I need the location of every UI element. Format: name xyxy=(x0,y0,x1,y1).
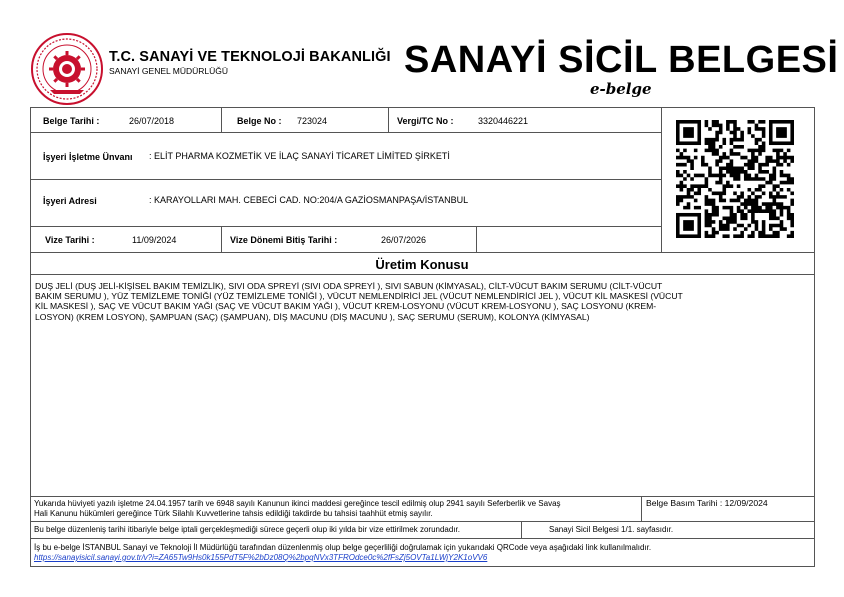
adres-value: : KARAYOLLARI MAH. CEBECİ CAD. NO:204/A GAZİOSMANPAŞA/İSTANBUL xyxy=(149,195,469,205)
production-line: KİL MASKESİ ), SAÇ VE VÜCUT BAKIM YAĞI (SAÇ VE VÜCUT BAKIM YAĞI ), VÜCUT KREM-LOSYONU (VÜCUT KREM-LOSYONU ), SAÇ LOSYONU (KREM- xyxy=(35,301,657,312)
legal-line: Hali Kanunu hükümleri gereğince Türk Silahlı Kuvvetlerine tahsis edildiği takdirde bu tahsisi taahhüt etmiş sayılır. xyxy=(34,508,433,518)
page-info: Sanayi Sicil Belgesi 1/1. sayfasıdır. xyxy=(549,525,674,534)
vize-tarihi-label: Vize Tarihi : xyxy=(45,235,95,245)
verify-text: İş bu e-belge İSTANBUL Sanayi ve Teknoloji İl Müdürlüğü tarafından düzenlenmiş olup belge geçerliliği doğrulamak için yukarıdaki QRCode veya aşağıdaki link kullanılmalıdır. xyxy=(34,543,652,552)
unvan-value: : ELİT PHARMA KOZMETİK VE İLAÇ SANAYİ TİCARET LİMİTED ŞİRKETİ xyxy=(149,151,450,161)
production-list xyxy=(35,281,811,322)
basim-tarihi: Belge Basım Tarihi : 12/09/2024 xyxy=(646,498,768,508)
legal-notice xyxy=(34,499,639,518)
qr-code[interactable] xyxy=(676,120,794,238)
production-line: LOSYON) (KREM LOSYON), ŞAMPUAN (SAÇ) (ŞAMPUAN), DİŞ MACUNU (DİŞ MACUNU ), SAÇ SERUMU (SERUM), KOLONYA (KİMYASAL) xyxy=(35,311,590,322)
vize-bitis-label: Vize Dönemi Bitiş Tarihi : xyxy=(230,235,338,245)
document-subtitle: e-belge xyxy=(590,80,652,98)
uretim-konusu-title: Üretim Konusu xyxy=(375,257,469,272)
belge-tarihi-value: 26/07/2018 xyxy=(129,116,175,126)
production-line: DUŞ JELİ (DUŞ JELİ-KİŞİSEL BAKIM TEMİZLİK), SIVI ODA SPREYİ (SIVI ODA SPREYİ ), SIVI SABUN (KİMYASAL), CİLT-VÜCUT BAKIM SERUMU (CİLT-VÜCUT xyxy=(35,281,663,291)
verify-link[interactable]: https://sanayisicil.sanayi.gov.tr/v?i=ZA65Tw9Hs0k155PdT5F%2bDz08Q%2bpqNVx3TFROdce0c%2fFsZj5OVTa1LWjY2K1oVV6 xyxy=(34,553,488,562)
vize-bitis-value: 26/07/2026 xyxy=(381,235,427,245)
belge-no-label: Belge No : xyxy=(237,116,282,126)
vize-tarihi-value: 11/09/2024 xyxy=(132,235,177,245)
vergi-no-value: 3320446221 xyxy=(478,116,529,126)
unvan-label: İşyeri İşletme Ünvanı xyxy=(43,152,133,162)
belge-no-value: 723024 xyxy=(297,116,328,126)
production-line: BAKIM SERUMU ), YÜZ TEMİZLEME TONİĞİ (YÜZ TEMİZLEME TONİĞİ ), VÜCUT NEMLENDİRİCİ JEL (VÜCUT NEMLENDİRİCİ JEL ), VÜCUT KİL MASKESİ (VÜCUT xyxy=(35,291,683,302)
ministry-seal-logo xyxy=(30,32,104,106)
validity-note: Bu belge düzenleniş tarihi itibariyle belge iptali gerçekleşmediği sürece geçerli olup iki yılda bir vize ettirilmek zorundadır. xyxy=(34,525,460,534)
document-title: SANAYİ SİCİL BELGESİ xyxy=(404,39,839,81)
adres-label: İşyeri Adresi xyxy=(43,196,97,206)
ministry-sub-name: SANAYİ GENEL MÜDÜRLÜĞÜ xyxy=(109,66,229,76)
belge-tarihi-label: Belge Tarihi : xyxy=(43,116,100,126)
vergi-no-label: Vergi/TC No : xyxy=(397,116,454,126)
legal-line: Yukarıda hüviyeti yazılı işletme 24.04.1957 tarih ve 6948 sayılı Kanunun ikinci maddesi gereğince tescil edilmiş olup 2941 sayılı Seferberlik ve Savaş xyxy=(34,499,561,508)
ministry-name: T.C. SANAYİ VE TEKNOLOJİ BAKANLIĞI xyxy=(109,49,391,65)
